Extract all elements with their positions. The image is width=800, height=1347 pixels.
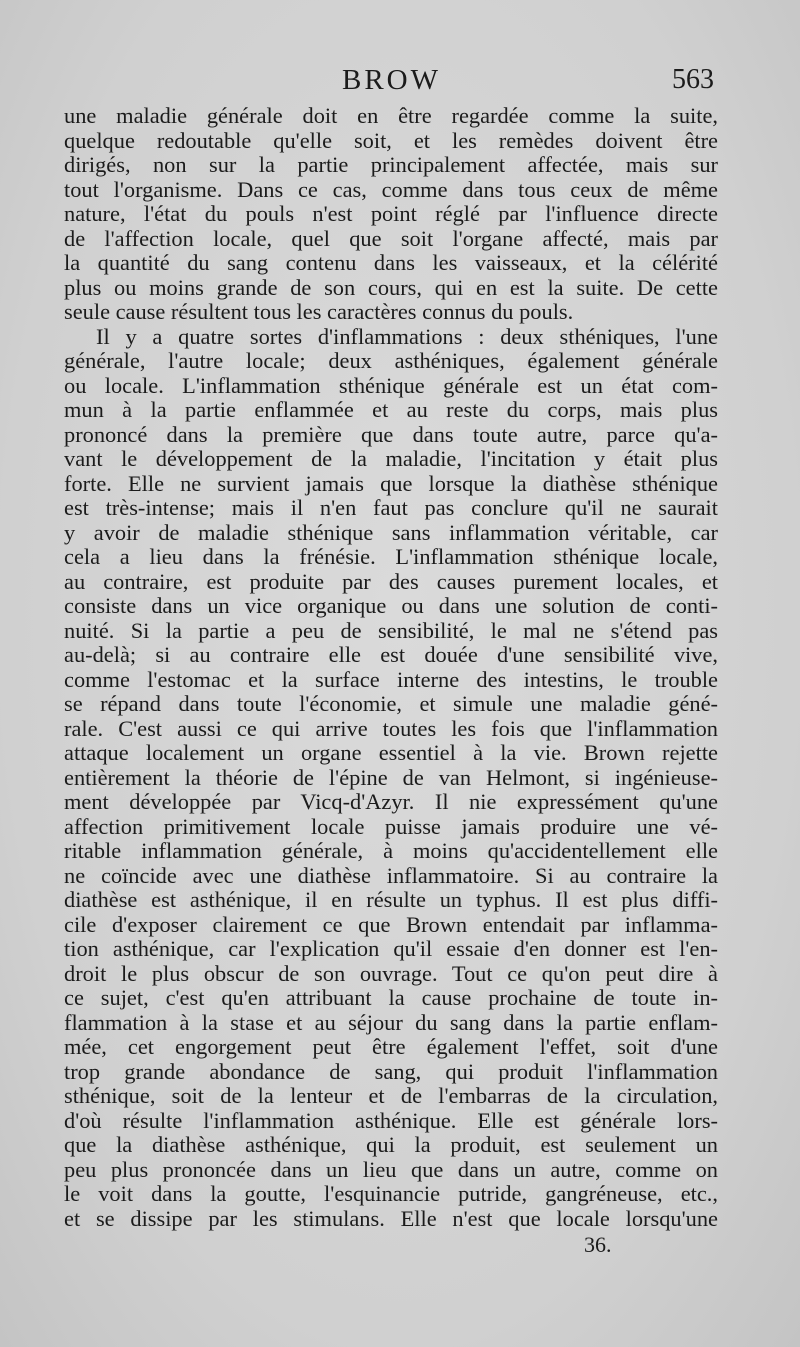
text-line: ou locale. L'inflammation sthénique générale est un état com- <box>64 372 718 398</box>
text-line: vant le développement de la maladie, l'incitation y était plus <box>64 446 718 471</box>
text-line: consiste dans un vice organique ou dans une solution de conti- <box>64 593 718 618</box>
page-header <box>64 64 714 104</box>
text-line: cela a lieu dans la frénésie. L'inflammation sthénique locale, <box>64 544 718 569</box>
text-line: tout l'organisme. Dans ce cas, comme dans tous ceux de même <box>64 176 718 202</box>
text-line: ritable inflammation générale, à moins qu'accidentellement elle <box>64 838 718 863</box>
text-line: une maladie générale doit en être regardée comme la suite, <box>64 103 718 128</box>
text-line: trop grande abondance de sang, qui produit l'inflammation <box>64 1058 718 1084</box>
text-line: de l'affection locale, quel que soit l'organe affecté, mais par <box>64 225 718 251</box>
page-number: 563 <box>672 64 714 95</box>
text-line: seule cause résultent tous les caractères connus du pouls. <box>64 299 574 324</box>
text-line: ment développée par Vicq-d'Azyr. Il nie expressément qu'une <box>64 789 718 814</box>
text-line: ne coïncide avec une diathèse inflammatoire. Si au contraire la <box>64 862 718 888</box>
text-line: droit le plus obscur de son ouvrage. Tout ce qu'on peut dire à <box>64 960 718 986</box>
text-line: affection primitivement locale puisse jamais produire une vé- <box>64 813 718 839</box>
text-line: ce sujet, c'est qu'en attribuant la cause prochaine de toute in- <box>64 985 718 1010</box>
text-line: Il y a quatre sortes d'inflammations : deux sthéniques, l'une <box>96 323 718 349</box>
text-line: y avoir de maladie sthénique sans inflammation véritable, car <box>64 519 718 545</box>
text-line: diathèse est asthénique, il en résulte un typhus. Il est plus diffi- <box>64 887 718 912</box>
text-line: que la diathèse asthénique, qui la produit, est seulement un <box>64 1132 718 1157</box>
text-line: peu plus prononcée dans un lieu que dans un autre, comme on <box>64 1156 718 1182</box>
text-line: nature, l'état du pouls n'est point réglé par l'influence directe <box>64 201 718 226</box>
text-line: se répand dans toute l'économie, et simule une maladie géné- <box>64 691 718 716</box>
body-text <box>64 104 718 1231</box>
text-line: d'où résulte l'inflammation asthénique. Elle est générale lors- <box>64 1107 718 1133</box>
text-line: attaque localement un organe essentiel à la vie. Brown rejette <box>64 740 718 765</box>
text-line: générale, l'autre locale; deux asthéniques, également générale <box>64 348 718 373</box>
text-line: dirigés, non sur la partie principalement affectée, mais sur <box>64 152 718 177</box>
text-line: sthénique, soit de la lenteur et de l'embarras de la circulation, <box>64 1083 718 1108</box>
text-line: cile d'exposer clairement ce que Brown entendait par inflamma- <box>64 911 718 937</box>
text-line: la quantité du sang contenu dans les vaisseaux, et la célérité <box>64 250 718 275</box>
signature-mark: 36. <box>584 1232 612 1257</box>
text-line: forte. Elle ne survient jamais que lorsque la diathèse sthénique <box>64 470 718 496</box>
text-line: au-delà; si au contraire elle est douée d'une sensibilité vive, <box>64 642 718 667</box>
text-line: est très-intense; mais il n'en faut pas conclure qu'il ne saurait <box>64 495 718 520</box>
text-line: au contraire, est produite par des causes purement locales, et <box>64 568 718 594</box>
text-line: nuité. Si la partie a peu de sensibilité, le mal ne s'étend pas <box>64 617 718 643</box>
text-line: rale. C'est aussi ce qui arrive toutes les fois que l'inflammation <box>64 715 718 741</box>
text-line: mée, cet engorgement peut être également l'effet, soit d'une <box>64 1034 718 1059</box>
text-line: plus ou moins grande de son cours, qui en est la suite. De cette <box>64 274 718 300</box>
text-line: entièrement la théorie de l'épine de van Helmont, si ingénieuse- <box>64 764 718 790</box>
text-line: le voit dans la goutte, l'esquinancie putride, gangréneuse, etc., <box>64 1181 718 1206</box>
text-line: comme l'estomac et la surface interne des intestins, le trouble <box>64 666 718 692</box>
text-line: flammation à la stase et au séjour du sang dans la partie enflam- <box>64 1009 718 1035</box>
text-line: quelque redoutable qu'elle soit, et les remèdes doivent être <box>64 127 718 153</box>
text-line: prononcé dans la première que dans toute autre, parce qu'a- <box>64 421 718 447</box>
text-line: mun à la partie enflammée et au reste du corps, mais plus <box>64 397 718 422</box>
running-head: BROW <box>342 64 441 96</box>
text-line: tion asthénique, car l'explication qu'il essaie d'en donner est l'en- <box>64 936 718 961</box>
text-line: et se dissipe par les stimulans. Elle n'est que locale lorsqu'une <box>64 1205 718 1231</box>
